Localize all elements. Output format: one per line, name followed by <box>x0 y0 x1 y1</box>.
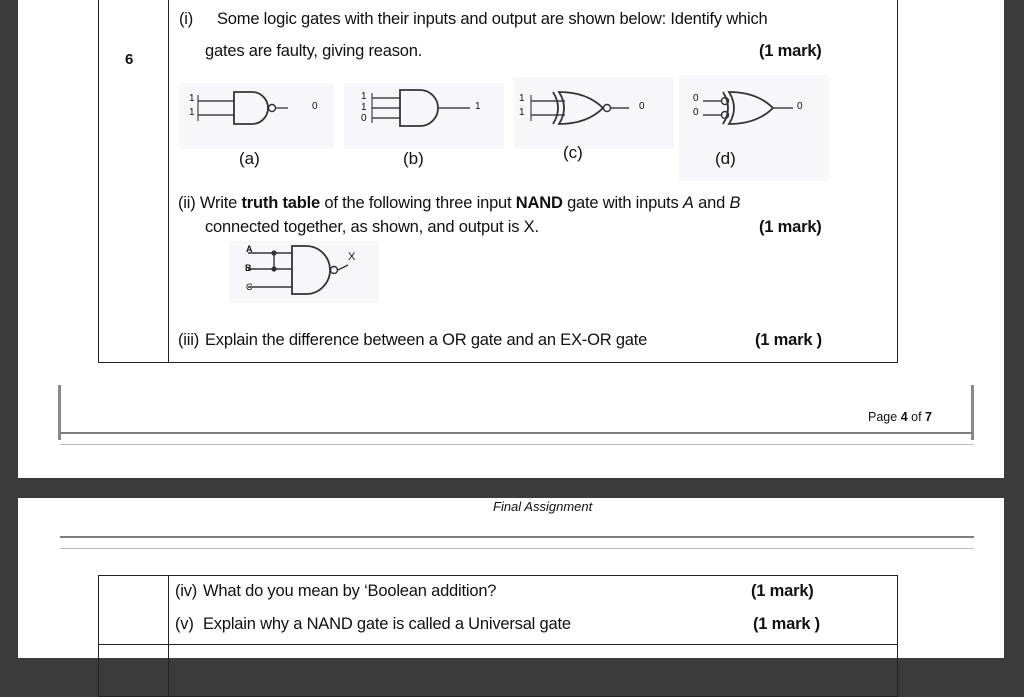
gate-d-input-1: 0 <box>693 93 699 104</box>
q-v-text: Explain why a NAND gate is called a Universal gate <box>203 615 571 633</box>
document-page-5 <box>18 498 1004 658</box>
q-ii-input-b: B <box>729 194 741 212</box>
gate-b-input-3: 0 <box>361 113 367 124</box>
page-number-footer <box>868 410 932 424</box>
nand-input-c-label: C <box>246 282 253 292</box>
nand-three-input-diagram <box>234 243 384 303</box>
gate-b-output: 1 <box>475 101 481 112</box>
q-ii-marks: (1 mark) <box>759 218 822 236</box>
page-current: 4 <box>900 410 908 424</box>
q-ii-input-a: A <box>682 194 694 212</box>
gate-d-symbol <box>689 87 829 137</box>
q-v-marks: (1 mark ) <box>753 615 820 633</box>
document-page-4 <box>18 0 1004 478</box>
question-table <box>98 0 898 363</box>
q-ii-label: (ii) <box>178 194 196 212</box>
gate-b-label: (b) <box>403 149 424 168</box>
gate-d-output: 0 <box>797 101 803 112</box>
gate-c-output: 0 <box>639 101 645 112</box>
gate-a-label: (a) <box>239 149 260 168</box>
q-ii-text-post: gate with inputs <box>567 194 679 212</box>
q-v-label: (v) <box>175 615 194 633</box>
gate-c-input-2: 1 <box>519 107 525 118</box>
question-table-continued <box>98 575 898 697</box>
q-iii-marks: (1 mark ) <box>755 331 822 349</box>
gate-b-input-2: 1 <box>361 102 367 113</box>
q-ii-text-line2: connected together, as shown, and output is X. <box>205 218 539 236</box>
q-i-label: (i) <box>179 10 194 28</box>
nand-output-x-label: X <box>348 251 356 263</box>
gate-c-label: (c) <box>563 143 583 162</box>
q-iv-marks: (1 mark) <box>751 582 814 600</box>
q-ii-text-pre: Write <box>199 194 238 212</box>
page-of-word: of <box>911 410 922 424</box>
gate-a-symbol <box>184 87 334 137</box>
q-ii-text-line1 <box>178 194 740 213</box>
page-word: Page <box>868 410 898 424</box>
q-i-text-line2: gates are faulty, giving reason. <box>205 42 423 60</box>
question-number: 6 <box>125 51 134 68</box>
gate-c-symbol <box>517 87 667 137</box>
q-ii-and: and <box>698 194 726 212</box>
gate-a-input-1: 1 <box>189 93 195 104</box>
q-ii-nand: NAND <box>515 194 563 212</box>
q-i-marks: (1 mark) <box>759 42 822 60</box>
running-header: Final Assignment <box>493 499 593 514</box>
q-i-text-line1: Some logic gates with their inputs and output are shown below: Identify which <box>217 10 768 28</box>
page-top-ruler <box>60 536 974 549</box>
gate-b-input-1: 1 <box>361 91 367 102</box>
table-row-divider <box>99 644 897 645</box>
q-iii-label: (iii) <box>178 331 199 349</box>
q-ii-text-mid: of the following three input <box>324 194 512 212</box>
gate-d-input-2: 0 <box>693 107 699 118</box>
q-iii-text: Explain the difference between a OR gate and an EX-OR gate <box>205 331 648 349</box>
question-number-column-divider <box>168 576 169 696</box>
nand-input-b-label: B <box>245 263 252 273</box>
q-iv-label: (iv) <box>175 582 198 600</box>
gate-a-output: 0 <box>312 101 318 112</box>
q-ii-truth-table: truth table <box>241 194 320 212</box>
page-total: 7 <box>925 410 932 424</box>
page-bottom-ruler <box>60 432 974 445</box>
question-number-column-divider <box>168 0 169 362</box>
gate-d-label: (d) <box>715 149 736 168</box>
gate-b-symbol <box>354 87 504 137</box>
gate-c-input-1: 1 <box>519 93 525 104</box>
nand-input-a-label: A <box>246 244 253 254</box>
gate-a-input-2: 1 <box>189 107 195 118</box>
q-iv-text: What do you mean by ‘Boolean addition? <box>203 582 497 600</box>
